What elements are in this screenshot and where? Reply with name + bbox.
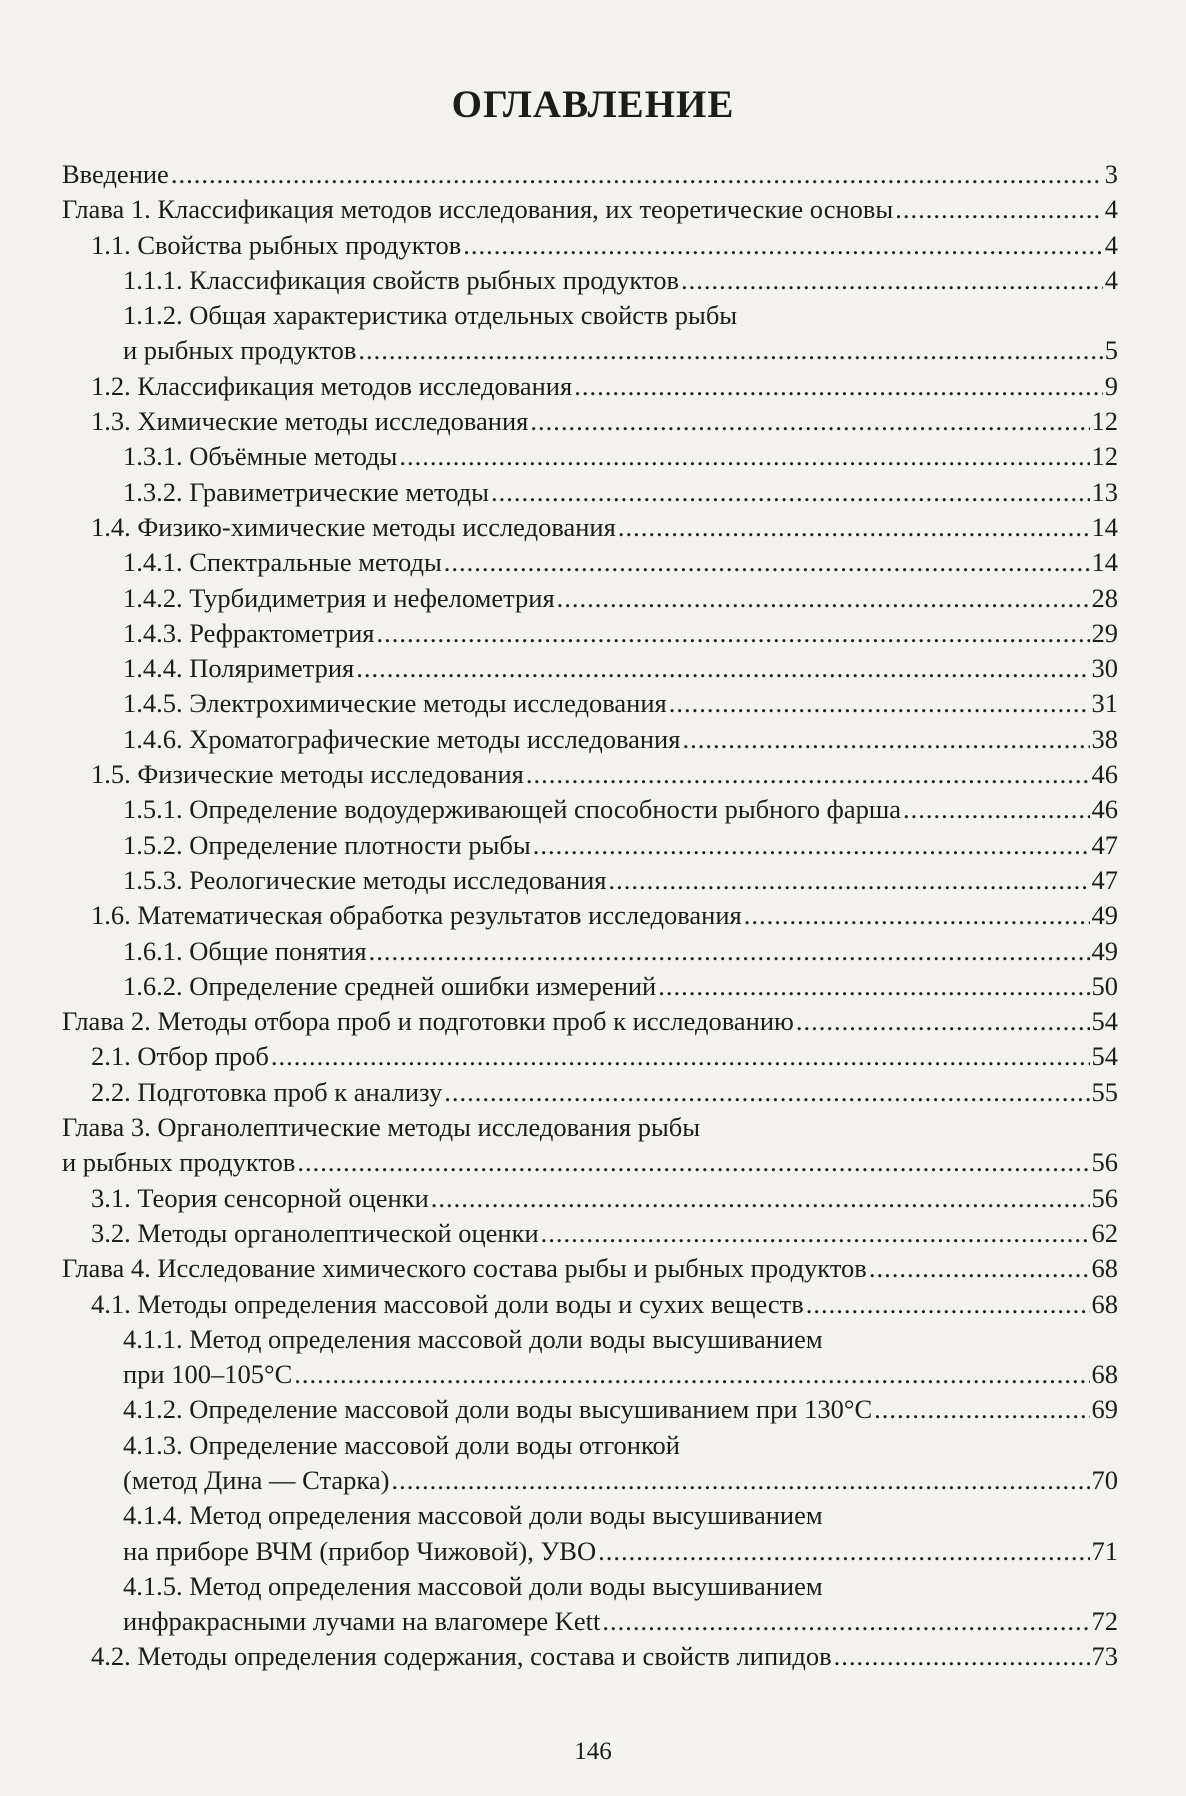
toc-page-number: 3 bbox=[1104, 159, 1118, 189]
toc-entry-title: 4.1.1. Метод определения массовой доли воды высушиванием bbox=[123, 1323, 823, 1354]
dot-leader bbox=[356, 651, 1089, 686]
toc-page-number: 46 bbox=[1091, 759, 1118, 790]
toc-entry bbox=[0, 651, 1186, 686]
dot-leader bbox=[526, 757, 1090, 792]
toc-entry-title: 4.1.2. Определение массовой доли воды высушиванием при 130°С bbox=[123, 1394, 873, 1425]
toc-entry-line bbox=[91, 1075, 1118, 1110]
dot-leader bbox=[869, 1251, 1090, 1286]
toc-entry bbox=[0, 475, 1186, 510]
toc-entry bbox=[0, 545, 1186, 580]
dot-leader bbox=[530, 404, 1089, 439]
dot-leader bbox=[669, 686, 1090, 721]
dot-leader bbox=[271, 1039, 1090, 1074]
dot-leader bbox=[297, 1145, 1089, 1180]
dot-leader bbox=[431, 1181, 1090, 1216]
toc-entry-line bbox=[123, 792, 1118, 827]
toc-entry-line bbox=[91, 1639, 1118, 1674]
toc-entry-line bbox=[123, 969, 1118, 1004]
dot-leader bbox=[399, 439, 1089, 474]
toc-entry bbox=[0, 863, 1186, 898]
toc-entry-title: 1.4.2. Турбидиметрия и нефелометрия bbox=[123, 582, 555, 613]
dot-leader bbox=[557, 581, 1090, 616]
toc-entry-line bbox=[123, 1357, 1118, 1392]
toc-page-number: 70 bbox=[1091, 1464, 1118, 1495]
toc-entry bbox=[0, 228, 1186, 263]
toc-entry-title: 2.1. Отбор проб bbox=[91, 1041, 269, 1072]
toc-entry-line bbox=[123, 651, 1118, 686]
toc-entry-line bbox=[123, 439, 1118, 474]
toc-entry-line bbox=[91, 1039, 1118, 1074]
toc-entry-line bbox=[123, 1534, 1118, 1569]
toc-entry bbox=[0, 1287, 1186, 1322]
toc-page-number: 49 bbox=[1091, 900, 1118, 931]
toc-page-number: 38 bbox=[1091, 723, 1118, 754]
toc-entry-line bbox=[91, 404, 1118, 439]
toc-entry-line bbox=[123, 616, 1118, 651]
toc-entry bbox=[0, 1322, 1186, 1393]
toc-entry-line bbox=[62, 157, 1118, 192]
toc-entry-title: 4.1.4. Метод определения массовой доли воды высушиванием bbox=[123, 1500, 823, 1531]
toc-page-number: 4 bbox=[1104, 229, 1118, 260]
toc-page-number: 71 bbox=[1091, 1535, 1118, 1566]
toc-entry bbox=[0, 1216, 1186, 1251]
dot-leader bbox=[358, 333, 1102, 368]
toc-page-number: 68 bbox=[1091, 1359, 1118, 1390]
toc-entry bbox=[0, 686, 1186, 721]
toc-page-number: 56 bbox=[1091, 1182, 1118, 1213]
toc-entry-line bbox=[123, 1392, 1118, 1427]
toc-entry-line bbox=[91, 1216, 1118, 1251]
toc-entry bbox=[0, 404, 1186, 439]
toc-entry-line bbox=[91, 898, 1118, 933]
toc-entry-title: 1.6.2. Определение средней ошибки измерений bbox=[123, 970, 657, 1001]
dot-leader bbox=[444, 1075, 1089, 1110]
toc-entry-line bbox=[123, 722, 1118, 757]
toc-page-number: 69 bbox=[1091, 1394, 1118, 1425]
toc-entry-line bbox=[123, 686, 1118, 721]
toc-entry bbox=[0, 1569, 1186, 1640]
toc-page-number: 49 bbox=[1091, 935, 1118, 966]
toc-entry-title: 4.1.5. Метод определения массовой доли воды высушиванием bbox=[123, 1570, 823, 1601]
toc-entry bbox=[0, 157, 1186, 192]
dot-leader bbox=[376, 616, 1089, 651]
page-number: 146 bbox=[574, 1738, 612, 1765]
toc-entry-title: 1.1.1. Классификация свойств рыбных продуктов bbox=[123, 264, 679, 295]
toc-page-number: 31 bbox=[1091, 688, 1118, 719]
toc-entry bbox=[0, 581, 1186, 616]
toc-entry-line bbox=[91, 369, 1118, 404]
toc-entry-title: Введение bbox=[62, 159, 169, 189]
toc-entry-line bbox=[123, 581, 1118, 616]
toc-entry-title: 1.4. Физико-химические методы исследования bbox=[91, 511, 616, 542]
toc-entry-line bbox=[91, 228, 1118, 263]
toc-entry-title: Глава 2. Методы отбора проб и подготовки проб к исследованию bbox=[62, 1006, 794, 1037]
toc-page-number: 68 bbox=[1091, 1288, 1118, 1319]
dot-leader bbox=[609, 863, 1090, 898]
dot-leader bbox=[618, 510, 1090, 545]
dot-leader bbox=[602, 1604, 1089, 1639]
dot-leader bbox=[541, 1216, 1090, 1251]
toc-entry bbox=[0, 1004, 1186, 1039]
dot-leader bbox=[796, 1004, 1090, 1039]
toc-entry-line bbox=[123, 1604, 1118, 1639]
toc-entry-title: 2.2. Подготовка проб к анализу bbox=[91, 1076, 443, 1107]
toc-entry bbox=[0, 1392, 1186, 1427]
toc-entry-title: 1.4.6. Хроматографические методы исследования bbox=[123, 723, 681, 754]
toc-entry bbox=[0, 757, 1186, 792]
dot-leader bbox=[834, 1639, 1090, 1674]
toc-entry-title: и рыбных продуктов bbox=[123, 335, 357, 366]
toc-page-number: 30 bbox=[1091, 653, 1118, 684]
toc-entry-title: 1.5. Физические методы исследования bbox=[91, 759, 524, 790]
toc-entry bbox=[0, 969, 1186, 1004]
dot-leader bbox=[294, 1357, 1089, 1392]
toc-entry-line bbox=[123, 828, 1118, 863]
toc-entry-title: 1.3. Химические методы исследования bbox=[91, 406, 529, 437]
page-title: ОГЛАВЛЕНИЕ bbox=[451, 83, 735, 126]
toc-page-number: 46 bbox=[1091, 794, 1118, 825]
dot-leader bbox=[463, 228, 1102, 263]
toc-entry-title: 1.6. Математическая обработка результатов исследования bbox=[91, 900, 742, 931]
toc-entry-title: 4.1. Методы определения массовой доли воды и сухих веществ bbox=[91, 1288, 804, 1319]
dot-leader bbox=[574, 369, 1103, 404]
toc-entry-title: при 100–105°С bbox=[123, 1359, 293, 1390]
toc-entry-line bbox=[123, 475, 1118, 510]
toc-entry-title: 4.1.3. Определение массовой доли воды отгонкой bbox=[123, 1429, 680, 1460]
toc-page-number: 72 bbox=[1091, 1606, 1118, 1637]
dot-leader bbox=[598, 1534, 1089, 1569]
toc-entry bbox=[0, 263, 1186, 298]
toc-entry bbox=[0, 1181, 1186, 1216]
toc-page-number: 9 bbox=[1104, 370, 1118, 401]
toc-entry-title: 1.4.3. Рефрактометрия bbox=[123, 617, 375, 648]
toc-entry-title: 1.4.4. Поляриметрия bbox=[123, 653, 355, 684]
toc-entry-line bbox=[123, 263, 1118, 298]
toc-entry-line bbox=[62, 192, 1118, 227]
toc-entry-line bbox=[62, 1145, 1118, 1180]
toc-entry-title: и рыбных продуктов bbox=[62, 1147, 296, 1178]
toc-entry-title: 3.1. Теория сенсорной оценки bbox=[91, 1182, 429, 1213]
dot-leader bbox=[391, 1463, 1089, 1498]
toc-entry-title: 1.1.2. Общая характеристика отдельных свойств рыбы bbox=[123, 300, 738, 331]
dot-leader bbox=[444, 545, 1090, 580]
toc-entry-title: 1.4.1. Спектральные методы bbox=[123, 547, 442, 578]
toc-entry bbox=[0, 722, 1186, 757]
toc-entry-title: инфракрасными лучами на влагомере Kett bbox=[123, 1606, 601, 1637]
toc-entry-title: (метод Дина — Старка) bbox=[123, 1464, 390, 1495]
toc-entry-line bbox=[62, 1004, 1118, 1039]
toc-entry-line bbox=[123, 1463, 1118, 1498]
toc-page-number: 28 bbox=[1091, 582, 1118, 613]
toc-page-number: 12 bbox=[1091, 441, 1118, 472]
toc-entry bbox=[0, 1075, 1186, 1110]
toc-entry bbox=[0, 1251, 1186, 1286]
toc-entry-title: Глава 1. Классификация методов исследования, их теоретические основы bbox=[62, 194, 894, 225]
toc-entry-title: 1.6.1. Общие понятия bbox=[123, 935, 367, 966]
toc-entry bbox=[0, 510, 1186, 545]
toc-entry bbox=[0, 828, 1186, 863]
toc-entry-title: Глава 4. Исследование химического состава рыбы и рыбных продуктов bbox=[62, 1253, 867, 1284]
toc-page-number: 54 bbox=[1091, 1006, 1118, 1037]
table-of-contents bbox=[0, 157, 1186, 1675]
toc-entry bbox=[0, 898, 1186, 933]
dot-leader bbox=[874, 1392, 1089, 1427]
toc-page-number: 54 bbox=[1091, 1041, 1118, 1072]
toc-page-number: 4 bbox=[1104, 194, 1118, 225]
toc-page-number: 5 bbox=[1104, 335, 1118, 366]
toc-entry-title: 1.2. Классификация методов исследования bbox=[91, 370, 573, 401]
dot-leader bbox=[533, 828, 1090, 863]
dot-leader bbox=[806, 1287, 1090, 1322]
toc-page-number: 73 bbox=[1091, 1641, 1118, 1672]
toc-page-number: 13 bbox=[1091, 476, 1118, 507]
toc-entry-line bbox=[62, 1251, 1118, 1286]
toc-page-number: 62 bbox=[1091, 1217, 1118, 1248]
toc-page-number: 29 bbox=[1091, 617, 1118, 648]
toc-entry bbox=[0, 439, 1186, 474]
dot-leader bbox=[681, 263, 1103, 298]
toc-entry bbox=[0, 192, 1186, 227]
dot-leader bbox=[171, 157, 1103, 192]
toc-entry bbox=[0, 369, 1186, 404]
toc-page-number: 14 bbox=[1091, 511, 1118, 542]
toc-entry bbox=[0, 1639, 1186, 1674]
toc-entry-line bbox=[91, 510, 1118, 545]
toc-entry-line bbox=[123, 333, 1118, 368]
toc-entry-title: 1.5.3. Реологические методы исследования bbox=[123, 864, 607, 895]
toc-page-number: 47 bbox=[1091, 829, 1118, 860]
dot-leader bbox=[491, 475, 1090, 510]
toc-entry-line bbox=[123, 934, 1118, 969]
toc-entry bbox=[0, 298, 1186, 369]
toc-page-number: 12 bbox=[1091, 406, 1118, 437]
toc-entry bbox=[0, 616, 1186, 651]
toc-page-number: 68 bbox=[1091, 1253, 1118, 1284]
toc-entry bbox=[0, 1039, 1186, 1074]
toc-entry-line bbox=[123, 863, 1118, 898]
dot-leader bbox=[895, 192, 1103, 227]
toc-entry-title: 1.5.1. Определение водоудерживающей способности рыбного фарша bbox=[123, 794, 902, 825]
toc-entry-line bbox=[91, 1181, 1118, 1216]
toc-entry-line bbox=[91, 1287, 1118, 1322]
toc-page-number: 47 bbox=[1091, 864, 1118, 895]
dot-leader bbox=[682, 722, 1089, 757]
toc-entry bbox=[0, 1498, 1186, 1569]
toc-entry-title: Глава 3. Органолептические методы исследования рыбы bbox=[62, 1112, 701, 1143]
toc-entry-title: 1.3.1. Объёмные методы bbox=[123, 441, 398, 472]
toc-page-number: 56 bbox=[1091, 1147, 1118, 1178]
dot-leader bbox=[903, 792, 1089, 827]
toc-entry-title: 1.4.5. Электрохимические методы исследования bbox=[123, 688, 667, 719]
toc-entry bbox=[0, 1428, 1186, 1499]
toc-page-number: 14 bbox=[1091, 547, 1118, 578]
toc-entry-title: 4.2. Методы определения содержания, состава и свойств липидов bbox=[91, 1641, 832, 1672]
toc-entry bbox=[0, 934, 1186, 969]
dot-leader bbox=[658, 969, 1089, 1004]
toc-page-number: 4 bbox=[1104, 264, 1118, 295]
toc-entry-title: 1.1. Свойства рыбных продуктов bbox=[91, 229, 462, 260]
dot-leader bbox=[369, 934, 1090, 969]
toc-entry-line bbox=[91, 757, 1118, 792]
toc-entry-line bbox=[123, 545, 1118, 580]
toc-entry-title: на приборе ВЧМ (прибор Чижовой), УВО bbox=[123, 1535, 597, 1566]
toc-entry-title: 3.2. Методы органолептической оценки bbox=[91, 1217, 539, 1248]
toc-page-number: 50 bbox=[1091, 970, 1118, 1001]
toc-page-number: 55 bbox=[1091, 1076, 1118, 1107]
toc-entry bbox=[0, 1110, 1186, 1181]
toc-entry-title: 1.5.2. Определение плотности рыбы bbox=[123, 829, 531, 860]
toc-entry-title: 1.3.2. Гравиметрические методы bbox=[123, 476, 489, 507]
toc-entry bbox=[0, 792, 1186, 827]
dot-leader bbox=[744, 898, 1090, 933]
